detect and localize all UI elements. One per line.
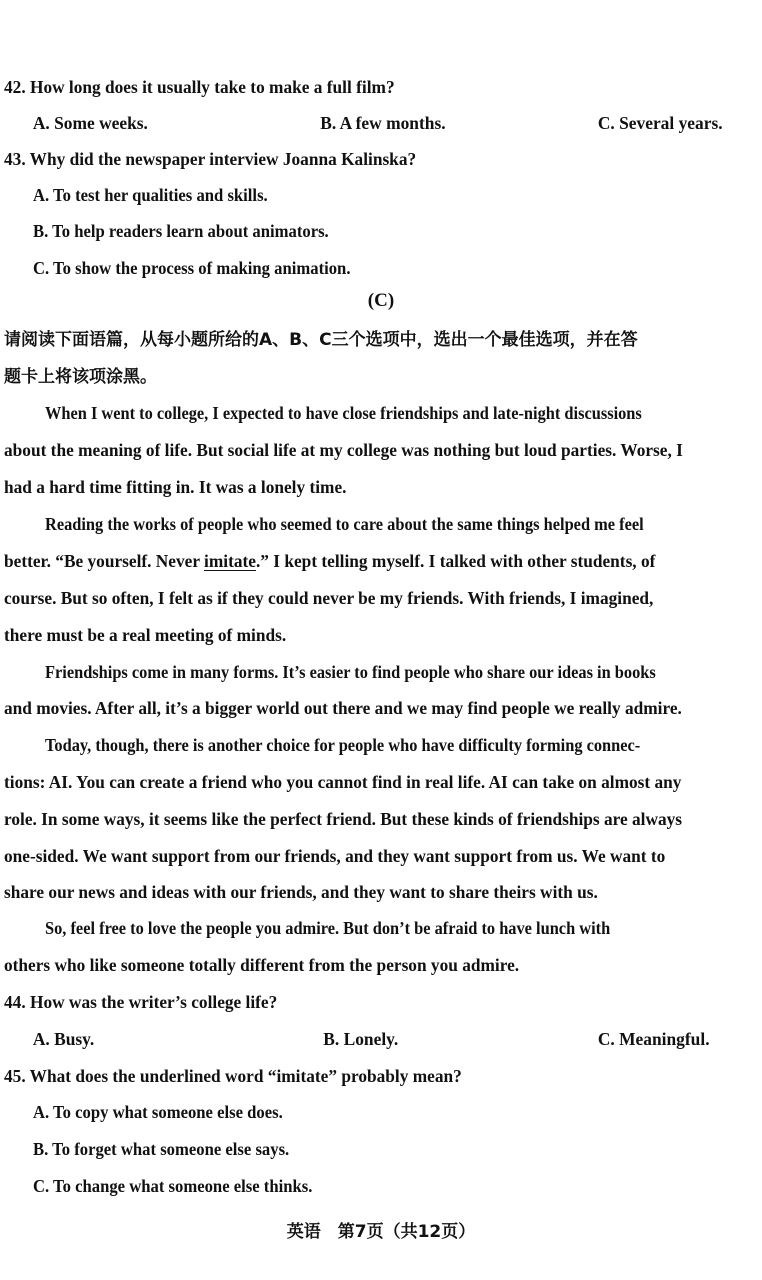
question-44: 44. How was the writer’s college life?: [4, 992, 278, 1012]
passage-line: Friendships come in many forms. It’s easier to find people who share our ideas in books: [45, 662, 656, 682]
passage-line: role. In some ways, it seems like the perfect friend. But these kinds of friendships are always: [4, 809, 683, 829]
passage-line: share our news and ideas with our friends, and they want to share theirs with us.: [4, 882, 598, 902]
option-a: A. Busy.: [32, 1029, 95, 1049]
question-42: 42. How long does it usually take to make a full film?: [4, 77, 395, 97]
question-43: 43. Why did the newspaper interview Joanna Kalinska?: [4, 149, 417, 169]
option-c: C. To change what someone else thinks.: [33, 1176, 313, 1196]
question-44-options: [0, 1024, 758, 1054]
option-a: A. To test her qualities and skills.: [33, 185, 268, 205]
page-footer: 英语 第7页（共12页）: [286, 1222, 476, 1242]
option-c: C. Meaningful.: [597, 1029, 710, 1049]
underlined-word: imitate: [204, 551, 256, 571]
section-instruction-line-1: 请阅读下面语篇，从每小题所给的A、B、C三个选项中，选出一个最佳选项，并在答: [4, 330, 638, 350]
option-b: B. To forget what someone else says.: [33, 1139, 290, 1159]
passage-line: course. But so often, I felt as if they could never be my friends. With friends, I imagined,: [4, 588, 654, 608]
option-b: B. To help readers learn about animators.: [33, 221, 329, 241]
option-c: C. Several years.: [597, 113, 723, 133]
passage-line-with-underlined-word: [4, 546, 758, 576]
option-a: A. Some weeks.: [32, 113, 148, 133]
option-c: C. To show the process of making animation.: [33, 258, 351, 278]
passage-line: about the meaning of life. But social life at my college was nothing but loud parties. Worse, I: [4, 440, 683, 460]
passage-line: When I went to college, I expected to have close friendships and late-night discussions: [45, 403, 642, 423]
section-instruction-line-2: 题卡上将该项涂黑。: [4, 367, 157, 387]
question-42-options: [0, 108, 758, 138]
passage-line: had a hard time fitting in. It was a lonely time.: [4, 477, 347, 497]
passage-line: Reading the works of people who seemed to care about the same things helped me feel: [45, 514, 644, 534]
passage-line: Today, though, there is another choice for people who have difficulty forming connec-: [45, 735, 641, 755]
passage-text: better. “Be yourself. Never: [4, 551, 205, 571]
passage-line: tions: AI. You can create a friend who you cannot find in real life. AI can take on almost any: [4, 772, 682, 792]
passage-line: and movies. After all, it’s a bigger world out there and we may find people we really admire.: [4, 698, 682, 718]
option-a: A. To copy what someone else does.: [33, 1102, 283, 1122]
option-b: B. Lonely.: [323, 1029, 399, 1049]
passage-line: there must be a real meeting of minds.: [4, 625, 287, 645]
passage-line: others who like someone totally different from the person you admire.: [4, 955, 520, 975]
passage-line: So, feel free to love the people you admire. But don’t be afraid to have lunch with: [45, 918, 611, 938]
option-b: B. A few months.: [320, 113, 446, 133]
passage-line: one-sided. We want support from our friends, and they want support from us. We want to: [4, 846, 666, 866]
passage-text: .” I kept telling myself. I talked with other students, of: [255, 551, 656, 571]
question-45: 45. What does the underlined word “imitate” probably mean?: [4, 1066, 462, 1086]
section-heading: (C): [367, 290, 395, 311]
